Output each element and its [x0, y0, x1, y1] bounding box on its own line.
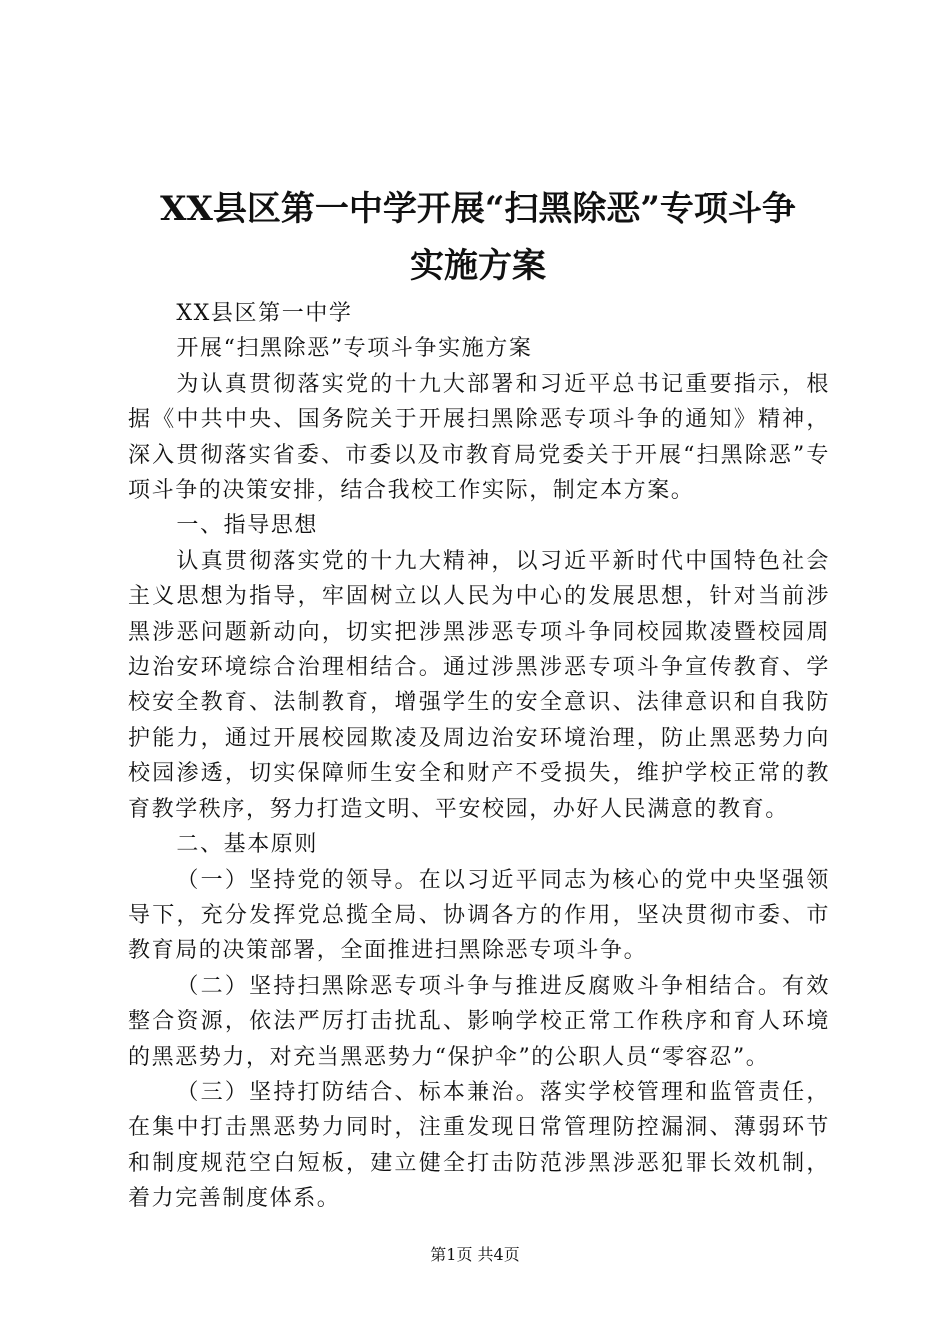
section-heading-2: 二、基本原则: [176, 832, 318, 858]
principle-2-paragraph: （二）坚持扫黑除恶专项斗争与推进反腐败斗争相结合。有效整合资源，依法严厉打击扰乱、影响学校正常工作秩序和育人环境的黑恶势力，对充当黑恶势力“保护伞”的公职人员“零容忍”。: [128, 973, 830, 1070]
page-footer: 第1页 共4页: [430, 1245, 520, 1264]
document-title-line-2: 实施方案: [410, 246, 546, 286]
intro-paragraph: 为认真贯彻落实党的十九大部署和习近平总书记重要指示，根据《中共中央、国务院关于开展扫黑除恶专项斗争的通知》精神，深入贯彻落实省委、市委以及市教育局党委关于开展“扫黑除恶”专项斗争的决策安排，结合我校工作实际，制定本方案。: [128, 371, 830, 504]
subtitle-school: XX县区第一中学: [176, 301, 353, 326]
section-heading-1: 一、指导思想: [176, 513, 318, 539]
document-body: [128, 296, 830, 1217]
document-title-line-1: XX县区第一中学开展“扫黑除恶”专项斗争: [160, 189, 796, 229]
principle-1-paragraph: （一）坚持党的领导。在以习近平同志为核心的党中央坚强领导下，充分发挥党总揽全局、协调各方的作用，坚决贯彻市委、市教育局的决策部署，全面推进扫黑除恶专项斗争。: [128, 867, 830, 964]
principle-3-paragraph: （三）坚持打防结合、标本兼治。落实学校管理和监管责任，在集中打击黑恶势力同时，注重发现日常管理防控漏洞、薄弱环节和制度规范空白短板，建立健全打击防范涉黑涉恶犯罪长效机制，着力完善制度体系。: [128, 1079, 830, 1212]
subtitle-plan: 开展“扫黑除恶”专项斗争实施方案: [176, 336, 533, 362]
guiding-thought-paragraph: 认真贯彻落实党的十九大精神，以习近平新时代中国特色社会主义思想为指导，牢固树立以人民为中心的发展思想，针对当前涉黑涉恶问题新动向，切实把涉黑涉恶专项斗争同校园欺凌暨校园周边治安环境综合治理相结合。通过涉黑涉恶专项斗争宣传教育、学校安全教育、法制教育，增强学生的安全意识、法律意识和自我防护能力，通过开展校园欺凌及周边治安环境治理，防止黑恶势力向校园渗透，切实保障师生安全和财产不受损失，维护学校正常的教育教学秩序，努力打造文明、平安校园，办好人民满意的教育。: [128, 548, 830, 822]
